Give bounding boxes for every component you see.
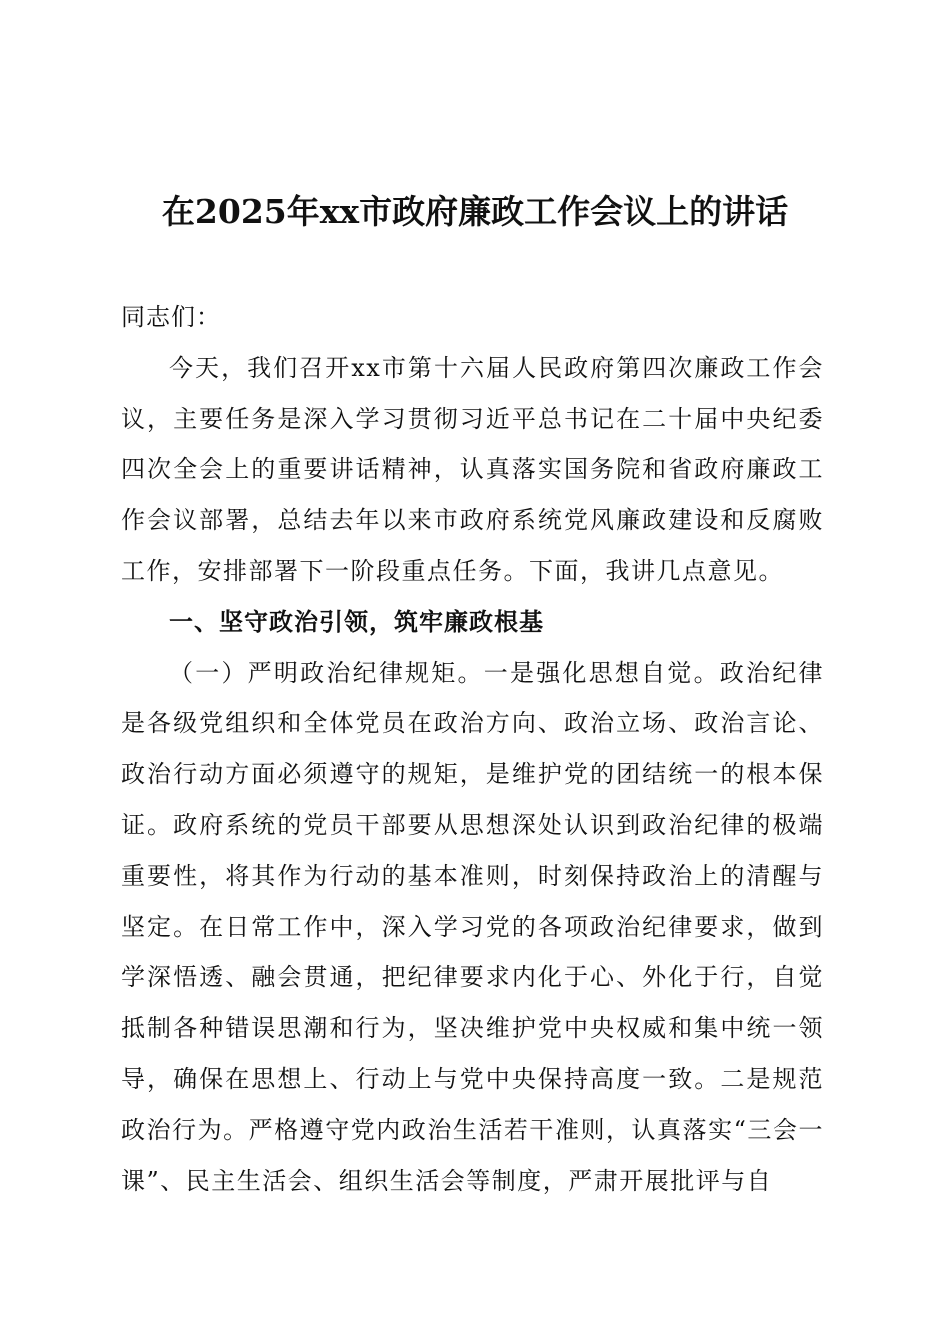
intro-paragraph: 今天，我们召开xx市第十六届人民政府第四次廉政工作会议，主要任务是深入学习贯彻习近平总书记在二十届中央纪委四次全会上的重要讲话精神，认真落实国务院和省政府廉政工作会议部署，总结去年以来市政府系统党风廉政建设和反腐败工作，安排部署下一阶段重点任务。下面，我讲几点意见。 [121, 353, 824, 585]
document-title: 在2025年xx市政府廉政工作会议上的讲话 [161, 192, 789, 231]
section-heading-1: 一、坚守政治引领，筑牢廉政根基 [169, 606, 544, 636]
salutation: 同志们： [121, 303, 221, 331]
section-1-paragraph-1: （一）严明政治纪律规矩。一是强化思想自觉。政治纪律是各级党组织和全体党员在政治方向、政治立场、政治言论、政治行动方面必须遵守的规矩，是维护党的团结统一的根本保证。政府系统的党员干部要从思想深处认识到政治纪律的极端重要性，将其作为行动的基本准则，时刻保持政治上的清醒与坚定。在日常工作中，深入学习党的各项政治纪律要求，做到学深悟透、融会贯通，把纪律要求内化于心、外化于行，自觉抵制各种错误思潮和行为，坚决维护党中央权威和集中统一领导，确保在思想上、行动上与党中央保持高度一致。二是规范政治行为。严格遵守党内政治生活若干准则，认真落实“三会一课”、民主生活会、组织生活会等制度，严肃开展批评与自 [121, 658, 824, 1195]
document-body [121, 292, 824, 1206]
